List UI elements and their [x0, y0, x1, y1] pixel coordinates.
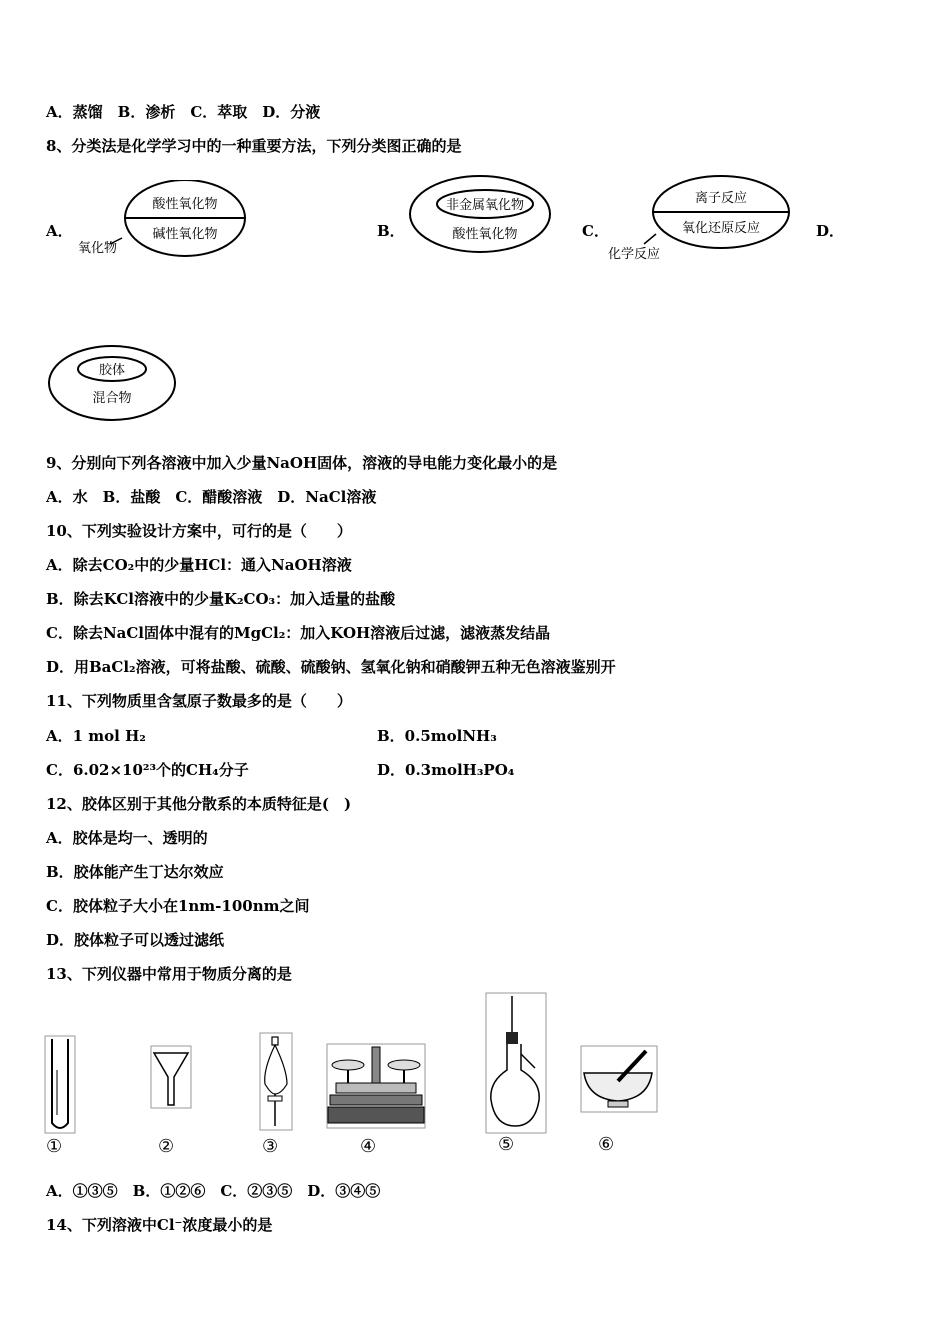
- diag-d-outer: 混合物: [92, 391, 132, 406]
- q12-option-b: B．胶体能产生丁达尔效应: [46, 863, 224, 881]
- q11-option-a: A．1 mol H₂: [46, 727, 146, 745]
- diag-c-outer: 化学反应: [608, 247, 661, 262]
- q8-diagram-c: [606, 172, 796, 264]
- q11-stem: 11、下列物质里含氢原子数最多的是（ ）: [46, 692, 352, 710]
- q8-diagram-a: [70, 180, 260, 260]
- q10-option-c: C．除去NaCl固体中混有的MgCl₂：加入KOH溶液后过滤，滤液蒸发结晶: [46, 624, 551, 642]
- separatory-funnel-icon: [259, 1032, 293, 1132]
- q8-diagram-d: [46, 343, 181, 423]
- q10-stem: 10、下列实验设计方案中，可行的是（ ）: [46, 522, 352, 540]
- mortar-pestle-icon: [580, 1045, 658, 1113]
- instrument-num-2: ②: [158, 1136, 175, 1157]
- q10-option-b: B．除去KCl溶液中的少量K₂CO₃：加入适量的盐酸: [46, 590, 396, 608]
- q8-option-a-label: A．: [46, 222, 73, 240]
- diag-c-top: 离子反应: [694, 191, 748, 206]
- diag-b-inner: 非金属氧化物: [445, 198, 525, 213]
- q10-option-d: D．用BaCl₂溶液，可将盐酸、硫酸、硫酸钠、氢氧化钠和硝酸钾五种无色溶液鉴别开: [46, 658, 616, 676]
- q8-option-d-label: D．: [816, 222, 845, 240]
- q8-stem: 8、分类法是化学学习中的一种重要方法，下列分类图正确的是: [46, 137, 462, 155]
- instrument-num-6: ⑥: [598, 1134, 615, 1155]
- q8-option-b-label: B．: [377, 222, 405, 240]
- distillation-flask-icon: [485, 992, 547, 1134]
- q7-options: A．蒸馏 B．渗析 C．萃取 D．分液: [46, 103, 321, 121]
- funnel-icon: [150, 1045, 192, 1109]
- instrument-num-3: ③: [262, 1136, 279, 1157]
- q11-option-b: B．0.5molNH₃: [377, 727, 497, 745]
- q10-option-a: A．除去CO₂中的少量HCl：通入NaOH溶液: [46, 556, 352, 574]
- q13-options: A．①③⑤ B．①②⑥ C．②③⑤ D．③④⑤: [46, 1182, 381, 1200]
- diag-c-bottom: 氧化还原反应: [681, 221, 761, 236]
- balance-icon: [326, 1043, 426, 1131]
- diag-a-top: 酸性氧化物: [152, 197, 218, 212]
- q12-option-a: A．胶体是均一、透明的: [46, 829, 208, 847]
- diag-b-outer: 酸性氧化物: [452, 227, 518, 242]
- q12-option-d: D．胶体粒子可以透过滤纸: [46, 931, 225, 949]
- q9-stem: 9、分别向下列各溶液中加入少量NaOH固体，溶液的导电能力变化最小的是: [46, 454, 558, 472]
- diag-a-bottom: 碱性氧化物: [152, 227, 218, 242]
- q12-stem: 12、胶体区别于其他分散系的本质特征是( ): [46, 795, 352, 813]
- test-tube-icon: [44, 1035, 76, 1135]
- q11-option-d: D．0.3molH₃PO₄: [377, 761, 515, 779]
- instrument-num-5: ⑤: [498, 1134, 515, 1155]
- q8-option-c-label: C．: [582, 222, 609, 240]
- instrument-num-1: ①: [46, 1136, 63, 1157]
- diag-a-outer: 氧化物: [78, 241, 118, 256]
- q8-diagram-b: [405, 172, 555, 256]
- q13-stem: 13、下列仪器中常用于物质分离的是: [46, 965, 292, 983]
- q11-option-c: C．6.02×10²³个的CH₄分子: [46, 761, 249, 779]
- q12-option-c: C．胶体粒子大小在1nm-100nm之间: [46, 897, 310, 915]
- q14-stem: 14、下列溶液中Cl⁻浓度最小的是: [46, 1216, 273, 1234]
- instrument-num-4: ④: [360, 1136, 377, 1157]
- diag-d-inner: 胶体: [98, 363, 126, 378]
- q9-options: A．水 B．盐酸 C．醋酸溶液 D．NaCl溶液: [46, 488, 377, 506]
